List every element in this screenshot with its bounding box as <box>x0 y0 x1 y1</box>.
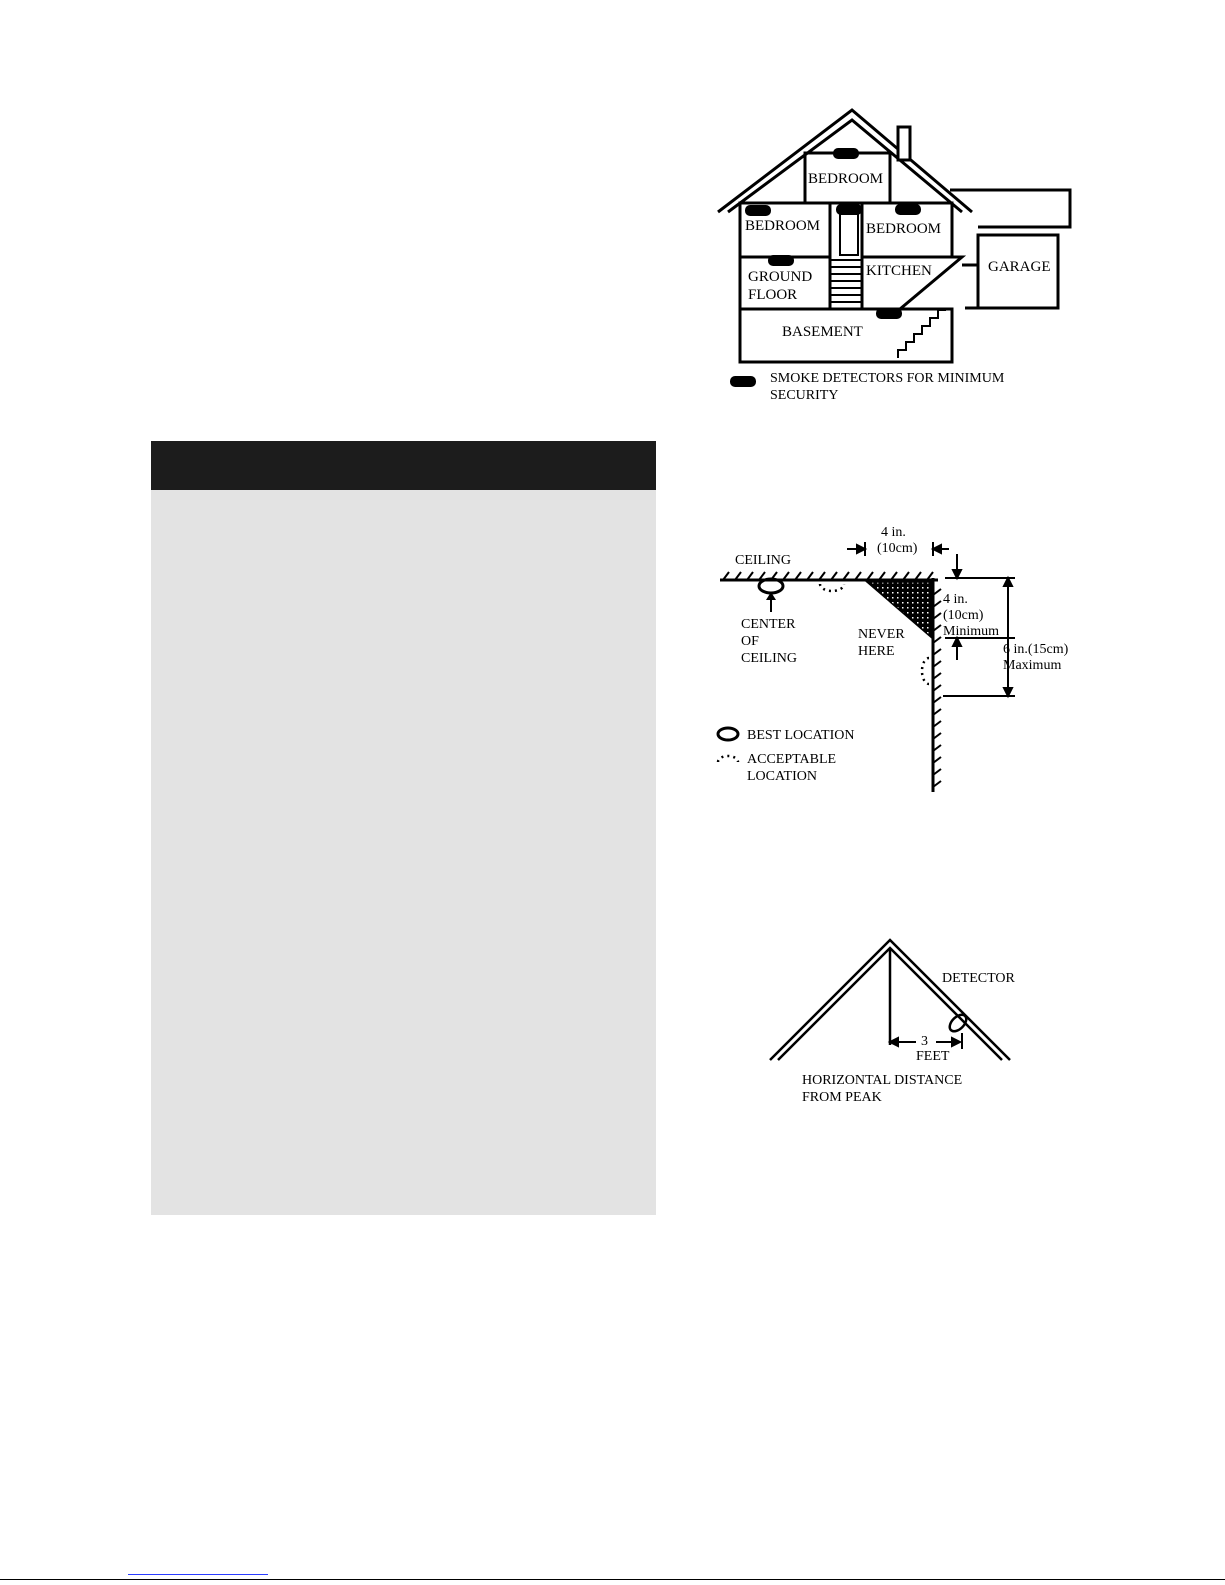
detector-stair <box>836 204 862 215</box>
label-min-2: (10cm) <box>943 608 984 623</box>
label-bedroom-left: BEDROOM <box>745 218 821 234</box>
house-diagram <box>700 100 1100 410</box>
label-kitchen: KITCHEN <box>866 263 932 279</box>
detector-left <box>745 205 771 216</box>
label-center-3: CEILING <box>741 651 797 666</box>
legend-acc-2: LOCATION <box>747 769 817 784</box>
label-dist-1: 3 <box>921 1034 928 1049</box>
detector-marker <box>947 1012 970 1035</box>
detector-legend <box>730 376 756 387</box>
label-dist-2: FEET <box>916 1049 950 1064</box>
label-never-2: HERE <box>858 644 895 659</box>
label-never-1: NEVER <box>858 627 905 642</box>
legend-line-2: SECURITY <box>770 388 839 403</box>
legend-best-icon <box>718 728 738 740</box>
label-ground-1: GROUND <box>748 269 813 285</box>
label-ceiling: CEILING <box>735 553 791 568</box>
legend-acc-1: ACCEPTABLE <box>747 752 837 767</box>
footer-link-underline[interactable] <box>128 1574 268 1575</box>
legend-best: BEST LOCATION <box>747 728 855 743</box>
detector-basement <box>876 308 902 319</box>
detector-attic <box>833 148 859 159</box>
sidebar-header-bar <box>151 441 656 490</box>
legend-acceptable-icon <box>718 756 738 762</box>
caption-1: HORIZONTAL DISTANCE <box>802 1073 963 1088</box>
ceiling-placement-diagram <box>715 520 1095 800</box>
label-min-3: Minimum <box>943 624 1000 639</box>
sidebar-panel <box>151 490 656 1215</box>
label-ground-2: FLOOR <box>748 287 798 303</box>
label-bedroom-right: BEDROOM <box>866 221 942 237</box>
label-max-1: 6 in.(15cm) <box>1003 642 1069 657</box>
acceptable-wall-marker <box>922 658 929 684</box>
label-min-1: 4 in. <box>943 592 968 607</box>
label-detector: DETECTOR <box>942 971 1015 986</box>
label-center-2: OF <box>741 634 759 649</box>
label-max-2: Maximum <box>1003 658 1062 673</box>
acceptable-ceiling-marker <box>820 584 844 591</box>
detector-ground <box>768 255 794 266</box>
label-top-dim-1: 4 in. <box>881 525 906 540</box>
label-center-1: CENTER <box>741 617 796 632</box>
label-bedroom-top: BEDROOM <box>808 171 884 187</box>
detector-right <box>895 204 921 215</box>
label-basement: BASEMENT <box>782 324 863 340</box>
legend-line-1: SMOKE DETECTORS FOR MINIMUM <box>770 371 1005 386</box>
label-garage: GARAGE <box>988 259 1051 275</box>
peak-distance-diagram <box>770 935 1070 1115</box>
caption-2: FROM PEAK <box>802 1090 882 1105</box>
footer-rule <box>0 1579 1225 1580</box>
label-top-dim-2: (10cm) <box>877 541 918 556</box>
